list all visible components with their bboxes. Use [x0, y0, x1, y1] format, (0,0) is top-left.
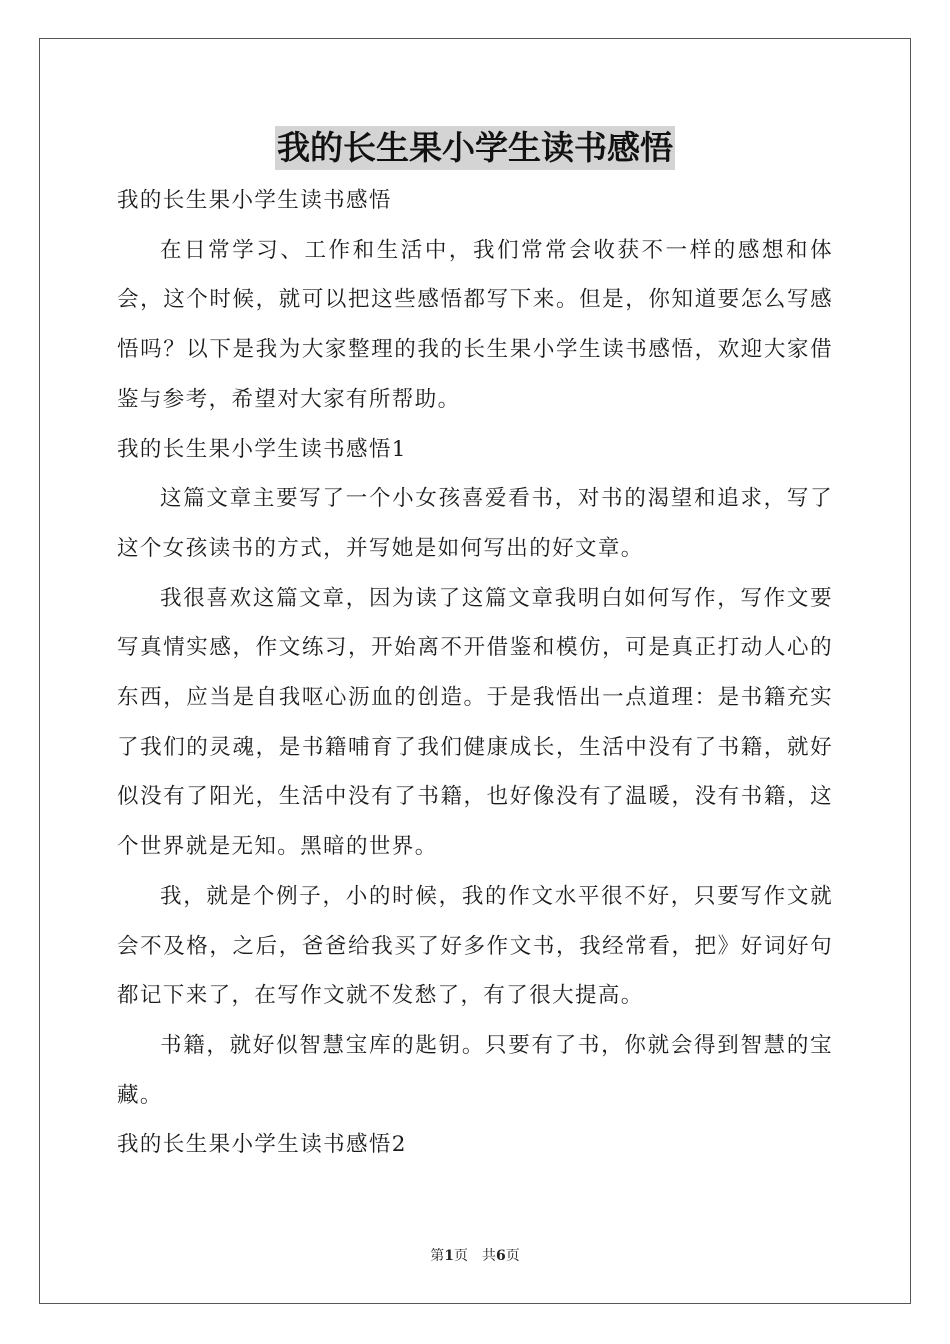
- paragraph: 书籍，就好似智慧宝库的匙钥。只要有了书，你就会得到智慧的宝藏。: [117, 1032, 833, 1108]
- section-heading: 我的长生果小学生读书感悟2: [117, 1132, 407, 1158]
- total-suffix: 页: [505, 1248, 520, 1264]
- total-pages: 6: [496, 1248, 506, 1264]
- paragraph: 我很喜欢这篇文章，因为读了这篇文章我明白如何写作，写作文要写真情实感，作文练习，开始离不开借鉴和模仿，可是真正打动人心的东西，应当是自我呕心沥血的创造。于是我悟出一点道理：是书籍充实了我们的灵魂，是书籍哺育了我们健康成长，生活中没有了书籍，就好似没有了阳光，生活中没有了书籍，也好像没有了温暖，没有书籍，这个世界就是无知。黑暗的世界。: [117, 585, 833, 860]
- document-body: [117, 176, 833, 1170]
- page-number: 1: [444, 1248, 454, 1264]
- page-suffix: 页: [454, 1248, 468, 1264]
- section-heading: 我的长生果小学生读书感悟: [117, 188, 392, 213]
- paragraph: 我，就是个例子，小的时候，我的作文水平很不好，只要写作文就会不及格，之后，爸爸给我买了好多作文书，我经常看，把》好词好句都记下来了，在写作文就不发愁了，有了很大提高。: [117, 883, 833, 1009]
- paragraph: 在日常学习、工作和生活中，我们常常会收获不一样的感想和体会，这个时候，就可以把这些感悟都写下来。但是，你知道要怎么写感悟吗？以下是我为大家整理的我的长生果小学生读书感悟，欢迎大家借鉴与参考，希望对大家有所帮助。: [117, 237, 833, 412]
- page-prefix: 第: [430, 1248, 445, 1264]
- page-footer: [0, 1246, 950, 1266]
- document-title: 我的长生果小学生读书感悟: [275, 126, 675, 170]
- total-prefix: 共: [482, 1248, 496, 1264]
- section-heading: 我的长生果小学生读书感悟1: [117, 436, 407, 462]
- title-container: [0, 126, 950, 170]
- paragraph: 这篇文章主要写了一个小女孩喜爱看书，对书的渴望和追求，写了这个女孩读书的方式，并写她是如何写出的好文章。: [117, 486, 833, 561]
